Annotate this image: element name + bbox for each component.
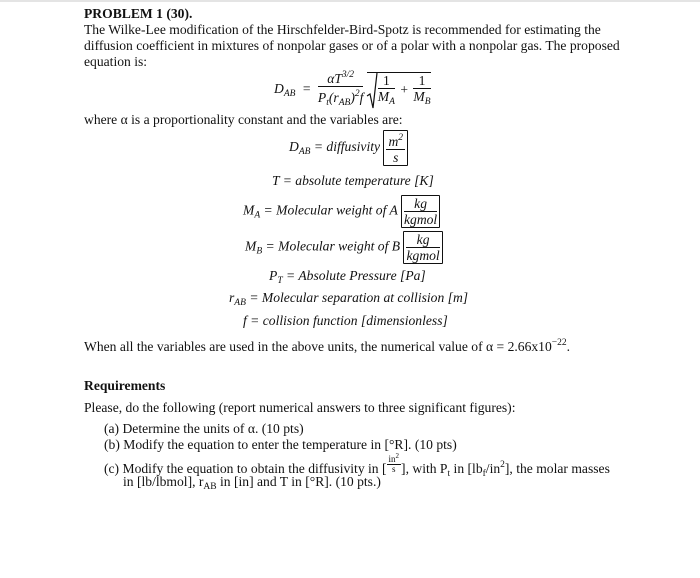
requirements-heading: Requirements — [84, 378, 166, 393]
eq-sqrt: $\frac{1}{M_A}$ + $\frac{1}{M_B}$ — [367, 72, 431, 110]
eq-lhs: $D_{AB}$ — [274, 80, 296, 99]
var-dab: $D_{AB}$ = diffusivity $\frac{m^2}{s}$ — [289, 130, 408, 166]
intro-line-1: The Wilke-Lee modification of the Hirschfelder-Bird-Spotz is recommended for estimating the — [84, 22, 601, 37]
eq-frac-a: $\frac{1}{M_A}$ — [377, 72, 395, 107]
var-ma: $M_A$ = Molecular weight of A $\frac{kg}{\text{kgmol}}$ — [243, 195, 440, 228]
var-pt: $P_T$ = Absolute Pressure [Pa] — [269, 268, 426, 286]
problem-title: PROBLEM 1 (30). — [84, 6, 193, 21]
var-f: f = collision function [dimensionless] — [243, 313, 448, 328]
alpha-line: When all the variables are used in the above units, the numerical value of $\alpha = 2.66x10^{-22}$. — [84, 338, 571, 354]
eq-main-fraction: $\frac{\alpha T^{3/2}}{P_t(r_{AB})^2f}$ — [317, 70, 364, 108]
requirement-a: (a) Determine the units of α. (10 pts) — [104, 421, 304, 436]
requirements-intro: Please, do the following (report numerical answers to three significant figures): — [84, 400, 516, 415]
unit-bracket: $\frac{kg}{\text{kgmol}}$ — [401, 195, 440, 228]
var-rab: $r_{AB}$ = Molecular separation at collision [m] — [229, 290, 469, 308]
main-equation: $D_{AB}$ = $\frac{\alpha T^{3/2}}{P_t(r_{AB})^2f}$ $\frac{1}{M_A}$ + $\frac{1}{M_B}$ — [274, 68, 431, 111]
unit-bracket: $\frac{m^2}{s}$ — [383, 130, 408, 166]
unit-bracket: $\frac{kg}{\text{kgmol}}$ — [403, 231, 442, 264]
var-mb: $M_B$ = Molecular weight of B $\frac{kg}{\text{kgmol}}$ — [245, 231, 443, 264]
top-divider — [0, 0, 700, 2]
requirement-b: (b) Modify the equation to enter the temperature in [°R]. (10 pts) — [104, 437, 457, 452]
intro-line-2: diffusion coefficient in mixtures of nonpolar gases or of a polar with a nonpolar gas. The proposed — [84, 38, 620, 53]
eq-frac-b: $\frac{1}{M_B}$ — [413, 72, 431, 107]
var-t: T = absolute temperature [K] — [272, 173, 434, 188]
where-line: where α is a proportionality constant and the variables are: — [84, 112, 403, 127]
requirement-c-line2: in [lb/lbmol], $r_{AB}$ in [in] and T in [°R]. (10 pts.) — [123, 474, 381, 492]
sqrt-sign-icon — [366, 72, 378, 110]
intro-line-3: equation is: — [84, 54, 148, 69]
requirement-c: (c) Modify the equation to obtain the diffusivity in [ $\frac{in^2}{s}$ ], with $P_t$ in $[lb_f/in^2]$, the molar masses — [104, 452, 610, 479]
